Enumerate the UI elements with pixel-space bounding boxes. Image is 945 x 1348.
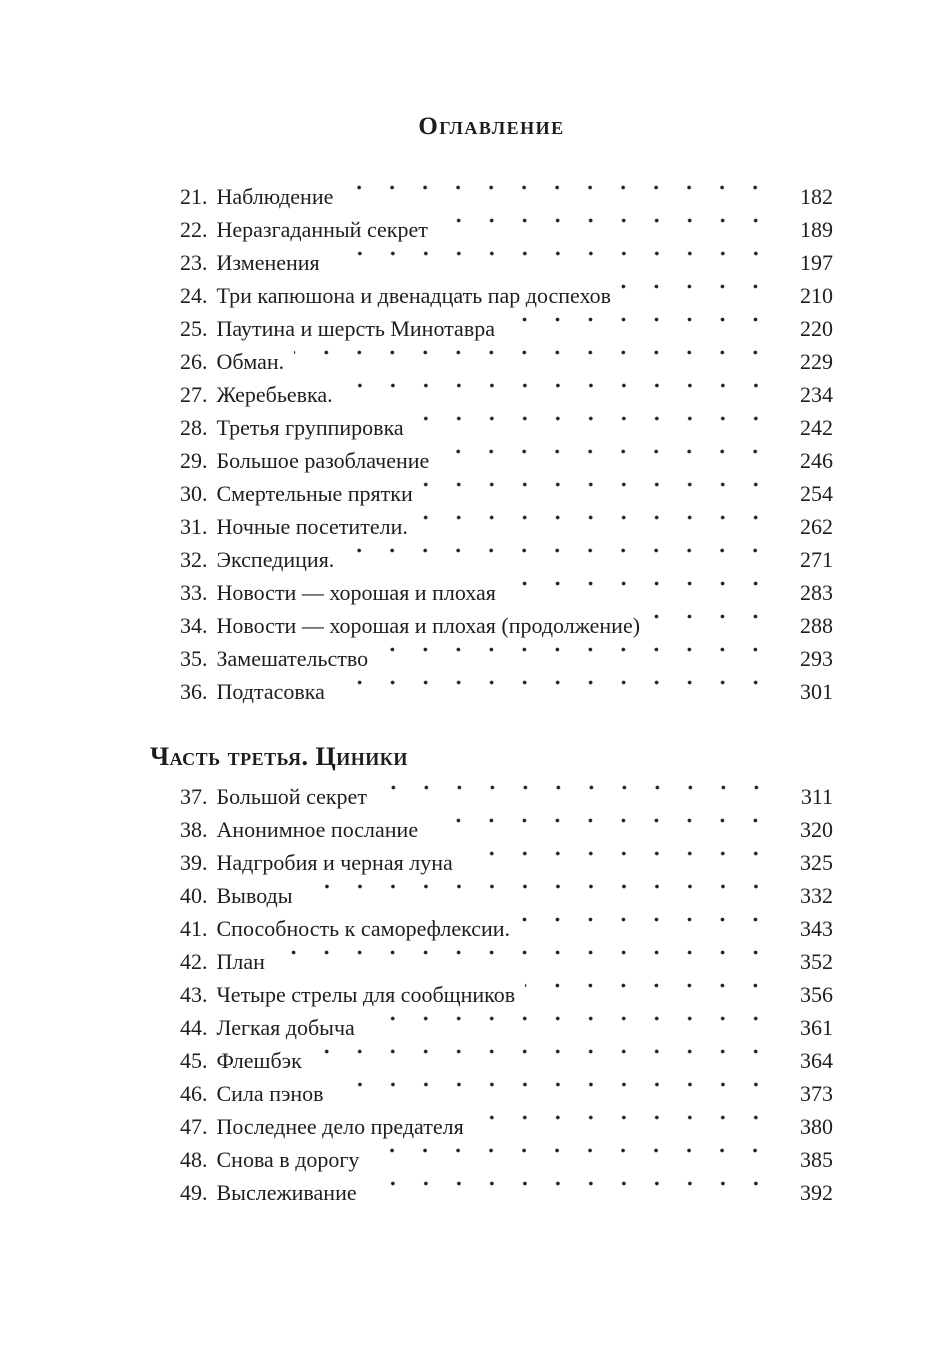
toc-entry	[150, 246, 833, 279]
dot-leader	[275, 945, 772, 978]
chapter-title: Наблюдение	[216, 184, 334, 209]
toc-entry	[150, 543, 833, 576]
toc-entry	[150, 1011, 833, 1044]
page-number: 311	[800, 784, 833, 809]
chapter-title: План	[216, 949, 265, 974]
chapter-number: 40.	[180, 883, 208, 908]
chapter-number: 33.	[180, 580, 208, 605]
dot-leader	[367, 1176, 772, 1209]
toc-entry	[150, 813, 833, 846]
dot-leader	[525, 978, 772, 1011]
dot-leader	[312, 1044, 772, 1077]
page-number: 210	[800, 283, 833, 308]
toc-rows	[150, 780, 833, 1209]
dot-leader	[334, 1077, 772, 1110]
dot-leader	[344, 543, 772, 576]
toc-entry	[150, 780, 833, 813]
dot-leader	[463, 846, 772, 879]
toc-entry	[150, 279, 833, 312]
dot-leader	[343, 378, 772, 411]
dot-leader	[377, 780, 773, 813]
dot-leader	[439, 444, 772, 477]
toc-entry	[150, 846, 833, 879]
dot-leader	[438, 213, 772, 246]
dot-leader	[378, 642, 772, 675]
dot-leader	[294, 345, 772, 378]
chapter-number: 25.	[180, 316, 208, 341]
chapter-title: Третья группировка	[216, 415, 404, 440]
dot-leader	[343, 180, 772, 213]
chapter-number: 42.	[180, 949, 208, 974]
chapter-number: 48.	[180, 1147, 208, 1172]
chapter-number: 26.	[180, 349, 208, 374]
chapter-title: Новости — хорошая и плохая (продолжение)	[216, 613, 641, 638]
toc-entry	[150, 642, 833, 675]
dot-leader	[365, 1011, 772, 1044]
dot-leader	[423, 477, 772, 510]
dot-leader	[330, 246, 772, 279]
page-number: 385	[800, 1147, 833, 1172]
toc-entry	[150, 411, 833, 444]
page-number: 234	[800, 382, 833, 407]
toc-entry	[150, 675, 833, 708]
dot-leader	[621, 279, 772, 312]
toc-entry	[150, 576, 833, 609]
chapter-number: 41.	[180, 916, 208, 941]
toc-entry	[150, 444, 833, 477]
toc-entry	[150, 345, 833, 378]
chapter-title: Способность к саморефлексии.	[216, 916, 511, 941]
chapter-number: 49.	[180, 1180, 208, 1205]
chapter-title: Подтасовка	[216, 679, 325, 704]
chapter-number: 34.	[180, 613, 208, 638]
toc-entry	[150, 1143, 833, 1176]
section-heading: Часть третья. Циники	[150, 742, 408, 771]
toc-section	[150, 740, 833, 1209]
page-number: 271	[800, 547, 833, 572]
chapter-number: 21.	[180, 184, 208, 209]
chapter-title: Легкая добыча	[216, 1015, 355, 1040]
chapter-number: 46.	[180, 1081, 208, 1106]
chapter-title: Паутина и шерсть Минотавра	[216, 316, 495, 341]
dot-leader	[418, 510, 772, 543]
page-number: 373	[800, 1081, 833, 1106]
toc-entry	[150, 879, 833, 912]
chapter-title: Жеребьевка.	[216, 382, 333, 407]
chapter-number: 31.	[180, 514, 208, 539]
chapter-title: Большое разоблачение	[216, 448, 430, 473]
chapter-number: 32.	[180, 547, 208, 572]
toc-entry	[150, 978, 833, 1011]
chapter-number: 30.	[180, 481, 208, 506]
page-number: 220	[800, 316, 833, 341]
chapter-title: Четыре стрелы для сообщников	[216, 982, 516, 1007]
dot-leader	[520, 912, 772, 945]
dot-leader	[428, 813, 772, 846]
page-number: 325	[800, 850, 833, 875]
chapter-title: Большой секрет	[216, 784, 367, 809]
dot-leader	[506, 576, 772, 609]
page-number: 254	[800, 481, 833, 506]
page-number: 343	[800, 916, 833, 941]
toc-entry	[150, 609, 833, 642]
chapter-number: 22.	[180, 217, 208, 242]
page-number: 242	[800, 415, 833, 440]
chapter-title: Надгробия и черная луна	[216, 850, 453, 875]
chapter-number: 44.	[180, 1015, 208, 1040]
chapter-title: Неразгаданный секрет	[216, 217, 428, 242]
page-number: 229	[800, 349, 833, 374]
page-number: 283	[800, 580, 833, 605]
chapter-number: 37.	[180, 784, 208, 809]
toc-entry	[150, 1110, 833, 1143]
chapter-title: Последнее дело предателя	[216, 1114, 464, 1139]
chapter-number: 27.	[180, 382, 208, 407]
dot-leader	[650, 609, 772, 642]
chapter-number: 39.	[180, 850, 208, 875]
chapter-title: Три капюшона и двенадцать пар доспехов	[216, 283, 612, 308]
dot-leader	[505, 312, 772, 345]
chapter-number: 47.	[180, 1114, 208, 1139]
dot-leader	[474, 1110, 772, 1143]
dot-leader	[414, 411, 772, 444]
page-number: 320	[800, 817, 833, 842]
page-number: 197	[800, 250, 833, 275]
chapter-number: 23.	[180, 250, 208, 275]
chapter-title: Новости — хорошая и плохая	[216, 580, 496, 605]
page-number: 380	[800, 1114, 833, 1139]
dot-leader	[335, 675, 772, 708]
chapter-title: Анонимное послание	[216, 817, 419, 842]
page-number: 364	[800, 1048, 833, 1073]
chapter-title: Сила пэнов	[216, 1081, 324, 1106]
page-number: 352	[800, 949, 833, 974]
chapter-title: Изменения	[216, 250, 320, 275]
chapter-number: 35.	[180, 646, 208, 671]
chapter-title: Ночные посетители.	[216, 514, 408, 539]
page-number: 246	[800, 448, 833, 473]
chapter-title: Смертельные прятки	[216, 481, 413, 506]
toc-section	[150, 180, 833, 708]
chapter-number: 43.	[180, 982, 208, 1007]
toc-entry	[150, 1176, 833, 1209]
toc-entry	[150, 477, 833, 510]
page-number: 301	[800, 679, 833, 704]
toc-entry	[150, 378, 833, 411]
toc-rows	[150, 180, 833, 708]
toc-entry	[150, 1077, 833, 1110]
chapter-number: 38.	[180, 817, 208, 842]
page-number: 361	[800, 1015, 833, 1040]
chapter-title: Выводы	[216, 883, 293, 908]
page-number: 356	[800, 982, 833, 1007]
dot-leader	[369, 1143, 772, 1176]
page-number: 293	[800, 646, 833, 671]
toc-entry	[150, 945, 833, 978]
toc-entry	[150, 912, 833, 945]
chapter-title: Замешательство	[216, 646, 369, 671]
chapter-title: Экспедиция.	[216, 547, 335, 572]
table-of-contents	[150, 180, 833, 1209]
chapter-number: 29.	[180, 448, 208, 473]
page-number: 288	[800, 613, 833, 638]
chapter-number: 36.	[180, 679, 208, 704]
toc-entry	[150, 510, 833, 543]
dot-leader	[303, 879, 772, 912]
toc-entry	[150, 312, 833, 345]
chapter-title: Снова в дорогу	[216, 1147, 360, 1172]
page-title: Оглавление	[418, 113, 565, 140]
chapter-title: Выслеживание	[216, 1180, 357, 1205]
page-number: 262	[800, 514, 833, 539]
toc-entry	[150, 180, 833, 213]
page-number: 392	[800, 1180, 833, 1205]
chapter-title: Флешбэк	[216, 1048, 302, 1073]
toc-entry	[150, 213, 833, 246]
page-number: 182	[800, 184, 833, 209]
chapter-number: 28.	[180, 415, 208, 440]
page-number: 332	[800, 883, 833, 908]
chapter-number: 45.	[180, 1048, 208, 1073]
toc-entry	[150, 1044, 833, 1077]
chapter-title: Обман.	[216, 349, 285, 374]
page-number: 189	[800, 217, 833, 242]
chapter-number: 24.	[180, 283, 208, 308]
